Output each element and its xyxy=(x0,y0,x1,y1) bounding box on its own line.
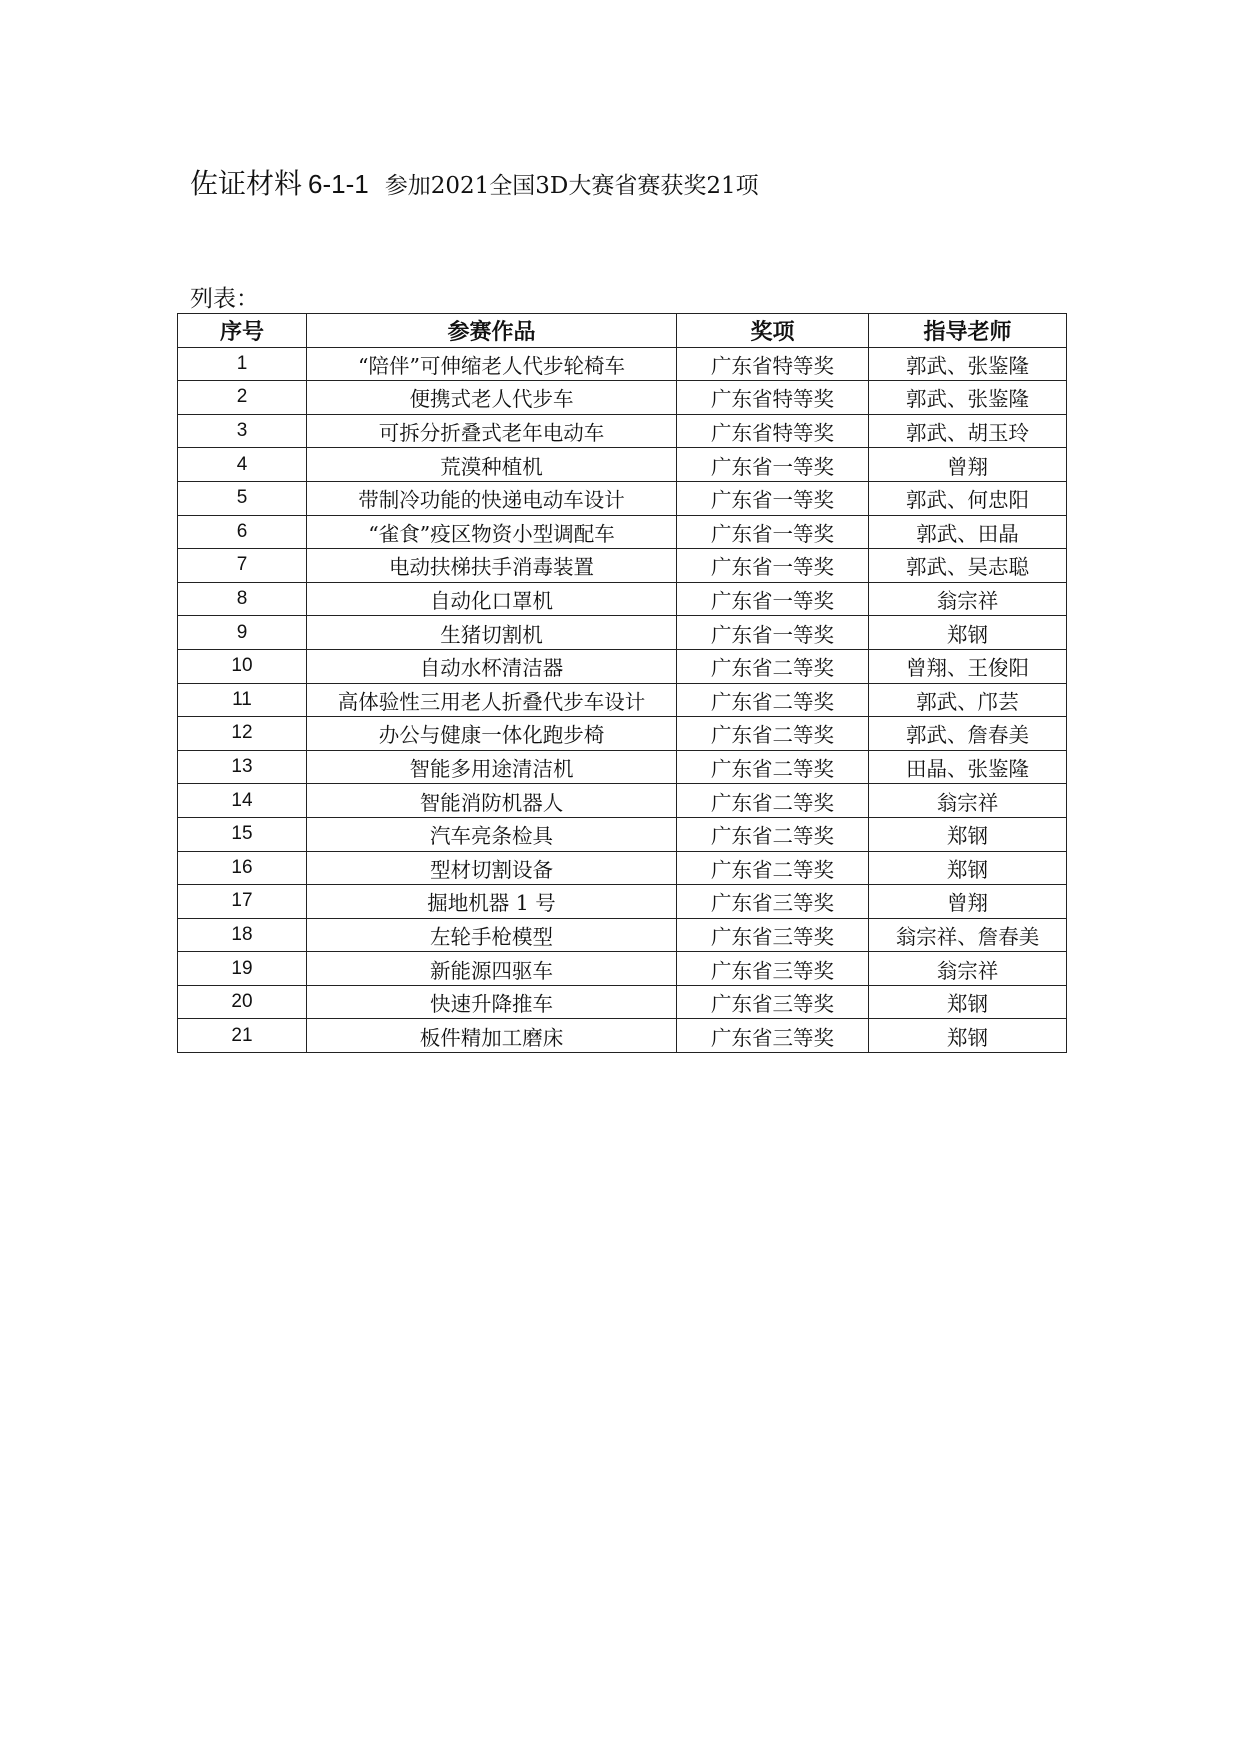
cell-entry: 生猪切割机 xyxy=(307,616,677,650)
cell-index: 6 xyxy=(178,515,307,549)
cell-index: 11 xyxy=(178,683,307,717)
cell-index: 19 xyxy=(178,952,307,986)
cell-entry: 办公与健康一体化跑步椅 xyxy=(307,717,677,751)
cell-award: 广东省三等奖 xyxy=(677,885,869,919)
cell-award: 广东省一等奖 xyxy=(677,616,869,650)
cell-index: 18 xyxy=(178,918,307,952)
cell-award: 广东省三等奖 xyxy=(677,918,869,952)
cell-entry: 荒漠种植机 xyxy=(307,448,677,482)
cell-advisor: 郭武、何忠阳 xyxy=(869,481,1067,515)
table-row xyxy=(178,515,1067,549)
cell-advisor: 翁宗祥 xyxy=(869,952,1067,986)
table-row xyxy=(178,683,1067,717)
table-row xyxy=(178,985,1067,1019)
cell-entry: 型材切割设备 xyxy=(307,851,677,885)
header-index: 序号 xyxy=(178,314,307,348)
cell-advisor: 郭武、邝芸 xyxy=(869,683,1067,717)
cell-entry: 便携式老人代步车 xyxy=(307,381,677,415)
cell-entry: 快速升降推车 xyxy=(307,985,677,1019)
cell-index: 7 xyxy=(178,549,307,583)
table-row xyxy=(178,549,1067,583)
cell-award: 广东省特等奖 xyxy=(677,414,869,448)
cell-advisor: 郭武、田晶 xyxy=(869,515,1067,549)
cell-index: 15 xyxy=(178,817,307,851)
table-row xyxy=(178,414,1067,448)
cell-award: 广东省二等奖 xyxy=(677,784,869,818)
cell-advisor: 郭武、胡玉玲 xyxy=(869,414,1067,448)
cell-entry: “雀食”疫区物资小型调配车 xyxy=(307,515,677,549)
cell-advisor: 翁宗祥 xyxy=(869,784,1067,818)
cell-award: 广东省二等奖 xyxy=(677,851,869,885)
cell-index: 10 xyxy=(178,649,307,683)
cell-index: 14 xyxy=(178,784,307,818)
cell-entry: “陪伴”可伸缩老人代步轮椅车 xyxy=(307,347,677,381)
table-row xyxy=(178,750,1067,784)
cell-index: 5 xyxy=(178,481,307,515)
table-row xyxy=(178,851,1067,885)
table-row xyxy=(178,448,1067,482)
cell-index: 20 xyxy=(178,985,307,1019)
cell-award: 广东省二等奖 xyxy=(677,750,869,784)
cell-award: 广东省特等奖 xyxy=(677,347,869,381)
cell-index: 17 xyxy=(178,885,307,919)
cell-index: 16 xyxy=(178,851,307,885)
table-row xyxy=(178,381,1067,415)
list-label: 列表： xyxy=(190,286,259,312)
header-advisor: 指导老师 xyxy=(869,314,1067,348)
cell-advisor: 郑钢 xyxy=(869,1019,1067,1053)
cell-advisor: 曾翔 xyxy=(869,448,1067,482)
table-row xyxy=(178,717,1067,751)
cell-award: 广东省三等奖 xyxy=(677,1019,869,1053)
cell-index: 3 xyxy=(178,414,307,448)
cell-entry: 可拆分折叠式老年电动车 xyxy=(307,414,677,448)
table-row xyxy=(178,918,1067,952)
cell-entry: 电动扶梯扶手消毒装置 xyxy=(307,549,677,583)
cell-award: 广东省三等奖 xyxy=(677,985,869,1019)
title-main: 佐证材料 xyxy=(190,167,303,200)
cell-index: 2 xyxy=(178,381,307,415)
cell-index: 21 xyxy=(178,1019,307,1053)
cell-entry: 左轮手枪模型 xyxy=(307,918,677,952)
cell-advisor: 郑钢 xyxy=(869,985,1067,1019)
table-row xyxy=(178,481,1067,515)
cell-entry: 智能消防机器人 xyxy=(307,784,677,818)
cell-entry: 自动水杯清洁器 xyxy=(307,649,677,683)
cell-award: 广东省特等奖 xyxy=(677,381,869,415)
table-row xyxy=(178,649,1067,683)
table-header-row xyxy=(178,314,1067,348)
cell-advisor: 曾翔 xyxy=(869,885,1067,919)
title-subtitle: 参加2021全国3D大赛省赛获奖21项 xyxy=(384,173,759,199)
cell-entry: 自动化口罩机 xyxy=(307,582,677,616)
table-row xyxy=(178,347,1067,381)
header-entry: 参赛作品 xyxy=(307,314,677,348)
table-body xyxy=(178,347,1067,1052)
cell-award: 广东省二等奖 xyxy=(677,649,869,683)
cell-award: 广东省二等奖 xyxy=(677,683,869,717)
awards-table xyxy=(177,313,1067,1053)
cell-advisor: 曾翔、王俊阳 xyxy=(869,649,1067,683)
cell-award: 广东省二等奖 xyxy=(677,717,869,751)
cell-entry: 板件精加工磨床 xyxy=(307,1019,677,1053)
table-row xyxy=(178,616,1067,650)
cell-advisor: 郑钢 xyxy=(869,616,1067,650)
cell-award: 广东省一等奖 xyxy=(677,582,869,616)
cell-award: 广东省一等奖 xyxy=(677,549,869,583)
cell-entry: 高体验性三用老人折叠代步车设计 xyxy=(307,683,677,717)
table-row xyxy=(178,784,1067,818)
table-row xyxy=(178,885,1067,919)
cell-advisor: 翁宗祥 xyxy=(869,582,1067,616)
cell-advisor: 郭武、张鉴隆 xyxy=(869,381,1067,415)
cell-award: 广东省二等奖 xyxy=(677,817,869,851)
cell-advisor: 郭武、张鉴隆 xyxy=(869,347,1067,381)
header-award: 奖项 xyxy=(677,314,869,348)
cell-advisor: 田晶、张鉴隆 xyxy=(869,750,1067,784)
cell-index: 1 xyxy=(178,347,307,381)
cell-index: 4 xyxy=(178,448,307,482)
cell-index: 12 xyxy=(178,717,307,751)
cell-index: 13 xyxy=(178,750,307,784)
cell-advisor: 郑钢 xyxy=(869,817,1067,851)
cell-award: 广东省一等奖 xyxy=(677,448,869,482)
cell-entry: 掘地机器 1 号 xyxy=(307,885,677,919)
cell-entry: 智能多用途清洁机 xyxy=(307,750,677,784)
cell-advisor: 郭武、詹春美 xyxy=(869,717,1067,751)
title-code: 6-1-1 xyxy=(308,169,369,199)
cell-award: 广东省一等奖 xyxy=(677,481,869,515)
cell-entry: 汽车亮条检具 xyxy=(307,817,677,851)
cell-entry: 新能源四驱车 xyxy=(307,952,677,986)
cell-entry: 带制冷功能的快递电动车设计 xyxy=(307,481,677,515)
cell-advisor: 郑钢 xyxy=(869,851,1067,885)
cell-index: 8 xyxy=(178,582,307,616)
cell-index: 9 xyxy=(178,616,307,650)
table-row xyxy=(178,817,1067,851)
cell-advisor: 郭武、吴志聪 xyxy=(869,549,1067,583)
table-row xyxy=(178,582,1067,616)
cell-award: 广东省三等奖 xyxy=(677,952,869,986)
document-title xyxy=(190,162,759,202)
cell-award: 广东省一等奖 xyxy=(677,515,869,549)
table-row xyxy=(178,952,1067,986)
table-row xyxy=(178,1019,1067,1053)
cell-advisor: 翁宗祥、詹春美 xyxy=(869,918,1067,952)
